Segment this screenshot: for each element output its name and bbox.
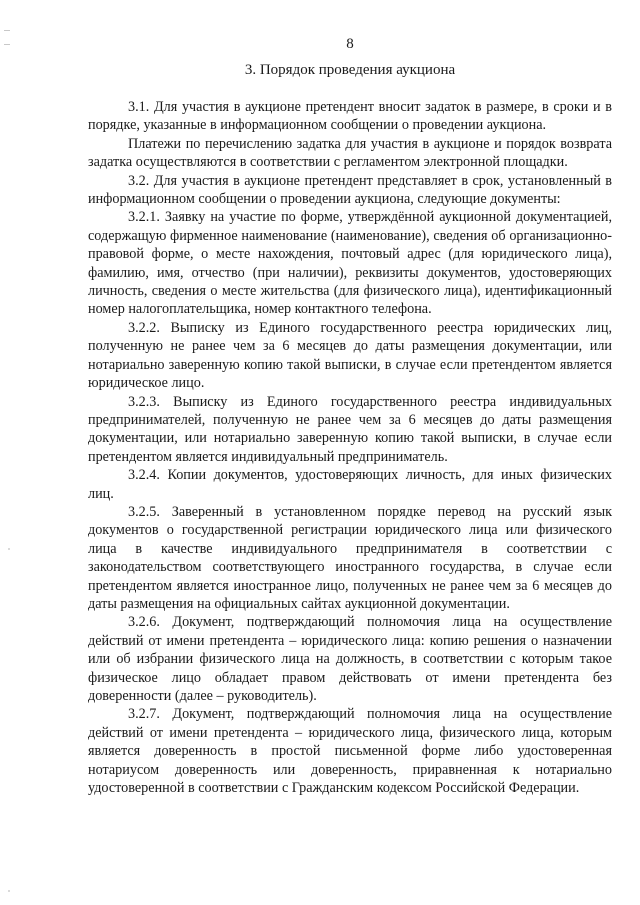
page-number: 8 xyxy=(346,36,354,52)
scan-margin-dot xyxy=(8,890,10,892)
paragraph-deposit-payments: Платежи по перечислению задатка для участия в аукционе и порядок возврата задатка осуществляются в соответствии с регламентом электронной площадки. xyxy=(88,135,612,171)
paragraph-3-2-7: 3.2.7. Документ, подтверждающий полномочия лица на осуществление действий от имени претендента – юридического лица, физического лица, которым является доверенность в простой письменной форме либо удостоверенная нотариусом доверенность или доверенность, приравненная к нотариально удостоверенной в соответствии с Гражданским кодексом Российской Федерации. xyxy=(88,706,612,797)
paragraph-3-2-4: 3.2.4. Копии документов, удостоверяющих личность, для иных физических лиц. xyxy=(88,467,612,502)
paragraph-3-2-3: 3.2.3. Выписку из Единого государственного реестра индивидуальных предпринимателей, полученную не ранее чем за 6 месяцев до даты размещения документации, или нотариально заверенную копию такой выписки, в случае если претендентом является индивидуальный предприниматель. xyxy=(88,393,612,465)
paragraph-3-2-1: 3.2.1. Заявку на участие по форме, утверждённой аукционной документацией, содержащую фирменное наименование (наименование), сведения об организационно-правовой форме, о месте нахождения, почтовый адрес (для юридического лица), фамилию, имя, отчество (при наличии), реквизиты документов, удостоверяющих личность, сведения о месте жительства (для физического лица), идентификационный номер налогоплательщика, номер контактного телефона. xyxy=(88,209,612,318)
paragraph-3-2-2: 3.2.2. Выписку из Единого государственного реестра юридических лиц, полученную не ранее чем за 6 месяцев до даты размещения документации, или нотариально заверенную копию такой выписки, в случае если претендентом является юридическое лицо. xyxy=(88,319,612,392)
paragraph-3-2-6: 3.2.6. Документ, подтверждающий полномочия лица на осуществление действий от имени претендента – юридического лица: копию решения о назначении или об избрании физического лица на должность, в соответствии с которым такое физическое лицо обладает правом действовать от имени претендента без доверенности (далее – руководитель). xyxy=(88,614,612,704)
scan-margin-dot xyxy=(8,548,10,550)
body-text xyxy=(88,98,612,797)
section-title: 3. Порядок проведения аукциона xyxy=(244,62,456,78)
scan-margin-mark xyxy=(4,30,10,31)
paragraph-3-2-5: 3.2.5. Заверенный в установленном порядке перевод на русский язык документов о государственной регистрации юридического лица или физического лица в качестве индивидуального предпринимателя в соответствии с законодательством соответствующего иностранного государства, в случае если претендентом является иностранное лицо, полученных не ранее чем за 6 месяцев до даты размещения на официальных сайтах аукционной документации. xyxy=(88,503,612,612)
paragraph-3-1: 3.1. Для участия в аукционе претендент вносит задаток в размере, в сроки и в порядке, указанные в информационном сообщении о проведении аукциона. xyxy=(88,99,612,134)
paragraph-3-2: 3.2. Для участия в аукционе претендент представляет в срок, установленный в информационном сообщении о проведении аукциона, следующие документы: xyxy=(88,172,612,208)
